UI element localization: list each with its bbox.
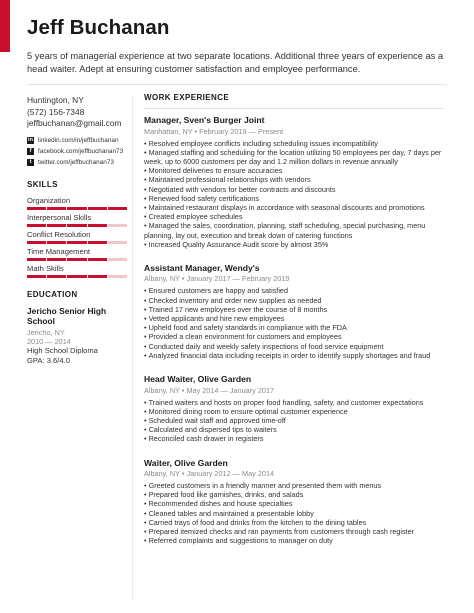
job-meta: Manhattan, NY • February 2019 — Present: [144, 126, 284, 136]
skill-item: [27, 213, 127, 227]
skill-name: Math Skills: [27, 263, 64, 273]
skill-item: [27, 247, 127, 261]
job-bullets: [144, 398, 444, 444]
job-bullet: • Prepared food like garnishes, drinks, and salads: [144, 490, 444, 499]
job-bullet: • Trained 17 new employees over the course of 8 months: [144, 305, 444, 314]
skill-name: Organization: [27, 195, 71, 205]
skill-level-segment: [88, 275, 107, 278]
jobs-list: [144, 115, 444, 546]
skill-level-bar: [27, 207, 127, 210]
education-years: 2010 — 2014: [27, 336, 71, 346]
job-title: Head Waiter, Olive Garden: [144, 374, 252, 385]
job-title: Manager, Sven's Burger Joint: [144, 115, 265, 125]
job-bullet: • Vetted applicants and hire new employees: [144, 314, 444, 323]
job-bullet: • Negotiated with vendors for better contracts and discounts: [144, 185, 444, 194]
skill-level-segment: [67, 224, 86, 227]
skill-level-segment: [67, 258, 86, 261]
job-bullet: • Scheduled wait staff and approved time-off: [144, 416, 444, 425]
contact-phone: (572) 156-7348: [27, 106, 85, 117]
left-column: [27, 95, 127, 366]
job-title: Waiter, Olive Garden: [144, 457, 228, 468]
skill-level-segment: [27, 207, 46, 210]
education-location: Jericho, NY: [27, 327, 65, 337]
job-bullet: • Maintained restaurant displays in accordance with seasonal discounts and promotions: [144, 203, 444, 212]
skill-level-segment: [88, 241, 107, 244]
skill-level-segment: [88, 224, 107, 227]
skills-list: [27, 196, 127, 278]
skill-level-bar: [27, 241, 127, 244]
skill-level-segment: [108, 207, 127, 210]
skill-name: Conflict Resolution: [27, 229, 91, 239]
skill-level-bar: [27, 275, 127, 278]
skill-level-segment: [88, 207, 107, 210]
skill-name: Time Management: [27, 246, 91, 256]
skill-level-segment: [47, 224, 66, 227]
skill-level-segment: [27, 275, 46, 278]
skill-level-segment: [108, 258, 127, 261]
skill-level-segment: [47, 241, 66, 244]
skills-heading: SKILLS: [27, 179, 58, 189]
social-link-text[interactable]: facebook.com/jeffbuchanan73: [38, 148, 124, 155]
job-bullet: • Managed the sales, coordination, planning, staff scheduling, special purchasing, menu planning, lay out, execution and break down of catering functions: [144, 221, 444, 239]
education-heading: EDUCATION: [27, 289, 78, 299]
skill-level-segment: [27, 224, 46, 227]
job-entry: [144, 458, 444, 546]
social-link-facebook[interactable]: [27, 147, 127, 157]
job-bullet: • Conducted daily and weekly safety inspections of food service equipment: [144, 342, 444, 351]
column-divider: [132, 95, 133, 600]
accent-bar: [0, 0, 10, 52]
job-bullet: • Checked inventory and order new supplies as needed: [144, 296, 444, 305]
job-bullet: • Prepared itemized checks and ran payments from customers through cash register: [144, 527, 444, 536]
job-entry: [144, 115, 444, 249]
job-bullet: • Increased Quality Assurance Audit score by almost 35%: [144, 240, 444, 249]
job-bullet: • Analyzed financial data including receipts in order to identify supply shortages and fraud: [144, 351, 444, 360]
job-entry: [144, 374, 444, 444]
job-bullet: • Maintained professional relationships with vendors: [144, 175, 444, 184]
skill-name: Interpersonal Skills: [27, 212, 92, 222]
job-bullets: [144, 139, 444, 249]
job-title: Assistant Manager, Wendy's: [144, 262, 260, 273]
social-links: [27, 136, 127, 168]
job-meta: Albany, NY • January 2017 — February 2019: [144, 274, 290, 284]
professional-summary: 5 years of managerial experience at two separate locations. Additional three years of experience as a head waiter. Adept at ensuring customer satisfaction and employee performance.: [27, 51, 444, 74]
job-bullet: • Monitored dining room to ensure optimal customer experience: [144, 407, 444, 416]
job-bullet: • Reconciled cash drawer in registers: [144, 434, 444, 443]
skill-level-bar: [27, 224, 127, 227]
job-bullets: [144, 481, 444, 545]
skill-level-segment: [27, 241, 46, 244]
skill-level-segment: [108, 275, 127, 278]
contact-email[interactable]: jeffbuchanan@gmail.com: [27, 118, 122, 128]
linkedin-icon: in: [28, 137, 33, 143]
job-meta: Albany, NY • May 2014 — January 2017: [144, 385, 275, 395]
job-bullet: • Provided a clean environment for customers and employees: [144, 332, 444, 341]
job-bullet: • Calculated and dispersed tips to waiters: [144, 425, 444, 434]
skill-item: [27, 264, 127, 278]
job-bullet: • Created employee schedules: [144, 212, 444, 221]
social-link-twitter[interactable]: [27, 158, 127, 168]
skill-level-segment: [47, 258, 66, 261]
job-bullet: • Upheld food and safety standards in compliance with the FDA: [144, 323, 444, 332]
social-link-text[interactable]: twitter.com/jeffbuchanan73: [38, 159, 114, 166]
work-experience-heading: WORK EXPERIENCE: [144, 93, 230, 102]
job-bullet: • Monitored deliveries to ensure accuracies: [144, 166, 444, 175]
skill-level-segment: [108, 241, 127, 244]
twitter-icon: t: [27, 159, 34, 166]
job-bullet: • Referred complaints and suggestions to manager on duty: [144, 536, 444, 545]
contact-location: Huntington, NY: [27, 95, 84, 105]
job-bullets: [144, 286, 444, 360]
skill-level-segment: [88, 258, 107, 261]
right-column: [144, 93, 444, 560]
skill-level-segment: [47, 275, 66, 278]
skill-level-bar: [27, 258, 127, 261]
education-degree: High School Diploma: [27, 345, 98, 355]
education-gpa: GPA: 3.6/4.0: [27, 355, 70, 365]
job-bullet: • Carried trays of food and drinks from the kitchen to the dining tables: [144, 518, 444, 527]
header-divider: [27, 84, 447, 85]
section-rule: [144, 108, 444, 109]
education-school: Jericho Senior High School: [27, 305, 107, 326]
job-bullet: • Greeted customers in a friendly manner and presented them with menus: [144, 481, 444, 490]
skill-level-segment: [27, 258, 46, 261]
job-bullet: • Trained waiters and hosts on proper food handling, safety, and customer expectations: [144, 398, 444, 407]
job-bullet: • Cleaned tables and maintained a presentable lobby: [144, 509, 444, 518]
social-link-text[interactable]: linkedin.com/in/jeffbuchanan: [38, 137, 119, 144]
skill-level-segment: [67, 275, 86, 278]
job-bullet: • Ensured customers are happy and satisfied: [144, 286, 444, 295]
social-link-linkedin[interactable]: [27, 136, 127, 146]
job-bullet: • Renewed food safety certifications: [144, 194, 444, 203]
job-meta: Albany, NY • January 2012 — May 2014: [144, 469, 275, 479]
skill-level-segment: [47, 207, 66, 210]
job-entry: [144, 263, 444, 360]
skill-level-segment: [108, 224, 127, 227]
job-bullet: • Resolved employee conflicts including scheduling issues incompatibility: [144, 139, 444, 148]
skill-item: [27, 196, 127, 210]
resume-name: Jeff Buchanan: [27, 16, 170, 39]
skill-item: [27, 230, 127, 244]
job-bullet: • Managed staffing and scheduling for the location utilizing 50 employees per day, 7 days per week, up to 6000 customers per day and 1.2 million dollars in revenue annually: [144, 148, 444, 166]
skill-level-segment: [67, 207, 86, 210]
facebook-icon: f: [27, 148, 34, 155]
job-bullet: • Recommended dishes and house specialties: [144, 499, 444, 508]
skill-level-segment: [67, 241, 86, 244]
